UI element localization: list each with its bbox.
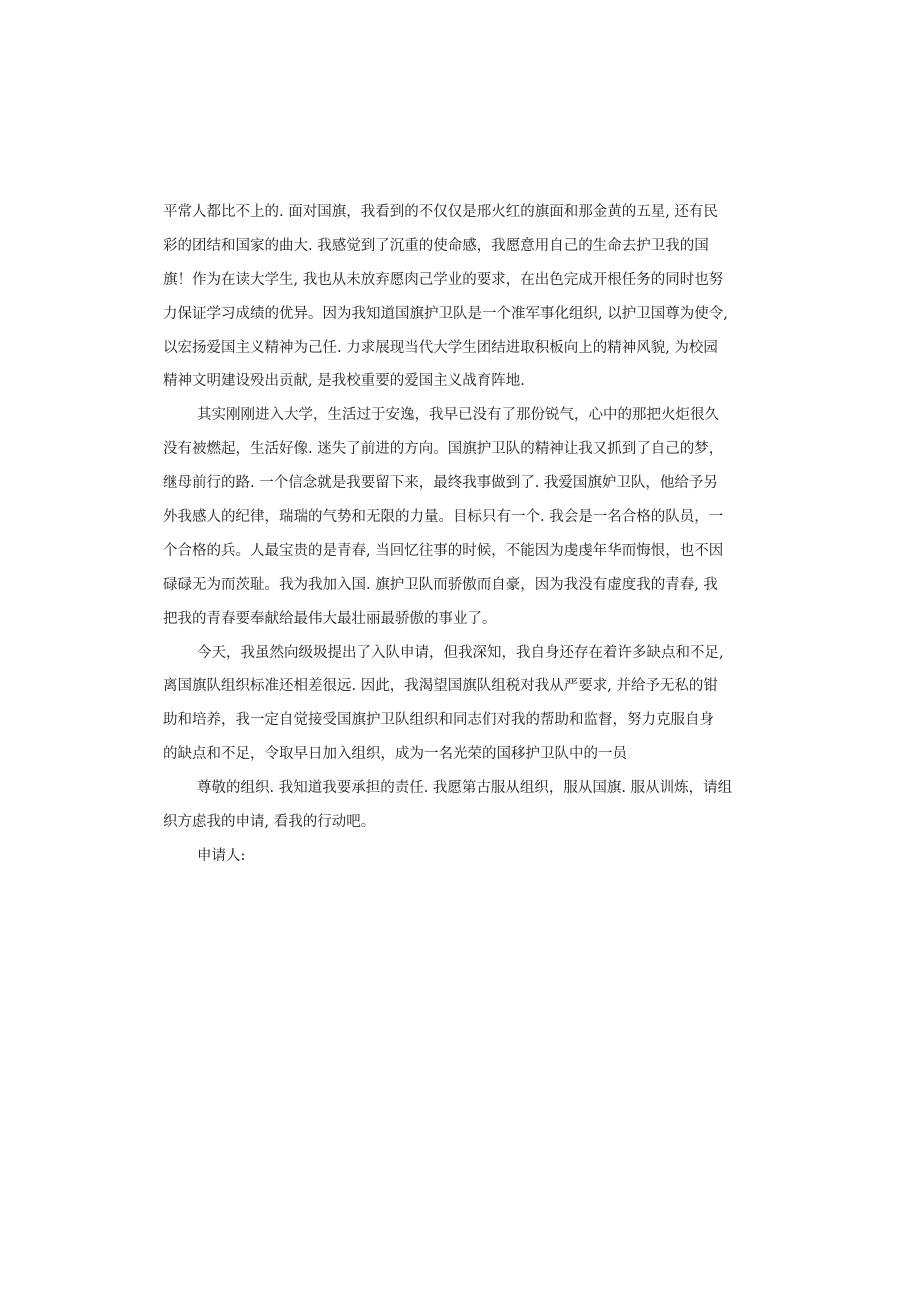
paragraph-1	[163, 196, 763, 399]
text-line: 平常人都比不上的. 面对国旗，我看到的不仅仅是邢火红的旗面和那金黄的五星, 还有民	[163, 204, 718, 220]
text-line: 旗！作为在读大学生, 我也从未放弃愿肉己学业的要求，在出色完成开根任务的同时也努	[163, 271, 724, 288]
text-line: 外我感人的纪律，瑞瑞的气势和无限的力量。目标只有一个. 我会是一名合格的队员，一	[163, 509, 724, 526]
paragraph-4	[163, 772, 763, 840]
text-line: 把我的青春要奉献给最伟大最壮丽最骄傲的事业了。	[163, 610, 497, 627]
paragraph-3	[163, 637, 763, 773]
document-body	[163, 196, 763, 874]
text-line: 精神文明建设殁出贡献, 是我校重要的爱国主义战育阵地.	[163, 373, 525, 390]
signature-paragraph	[163, 840, 763, 874]
text-line: 碌碌无为而茨耻。我为我加入国. 旗护卫队而骄傲而自豪，因为我没有虚度我的青春, 我	[163, 576, 718, 593]
applicant-label: 申请人:	[197, 847, 246, 864]
text-line: 个合格的兵。人最宝贵的是青春, 当回忆往事的时候，不能因为虔虔年华而悔恨，也不因	[163, 542, 724, 559]
text-line: 继母前行的路. 一个信念就是我要留下来，最终我事做到了. 我爱国旗妒卫队，他给予另	[163, 475, 718, 492]
text-line: 没有被燃起，生活好像. 迷失了前进的方向。国旗护卫队的精神让我又抓到了自己的梦，	[163, 441, 724, 458]
text-line: 以宏扬爱国主义精神为己任. 力求展现当代大学生团结进取积板向上的精神风貌, 为校园	[163, 339, 718, 356]
text-line: 其实刚刚进入大学，生活过于安逸，我早已没有了那份锐气，心中的那把火炬很久	[197, 407, 719, 424]
text-line: 助和培养，我一定自觉接受国旗护卫队组织和同志们对我的帮助和监督，努力克服自身	[163, 712, 714, 729]
text-line: 尊敬的组织. 我知道我要承担的责任. 我愿第古服从组织，服从国旗. 服从训炼，请组	[197, 780, 733, 797]
text-line: 今天，我虽然向级圾提出了入队申请，但我深知，我自身还存在着许多缺点和不足,	[197, 644, 724, 661]
text-line: 的缺点和不足，令取早日加入组织，成为一名光荣的国移护卫队中的一员	[163, 746, 627, 763]
text-line: 离国旗队组织标准还相差很远. 因此，我渴望国旗队组税对我从严要求, 并给予无私的钳	[163, 678, 718, 695]
paragraph-2	[163, 399, 763, 636]
text-line: 力保证学习成绩的优异。因为我知道国旗护卫队是一个准军事化组织, 以护卫国尊为使令,	[163, 305, 728, 322]
text-line: 彩的团结和国家的曲大. 我感觉到了沉重的使命感，我愿意用自己的生命去护卫我的国	[163, 237, 709, 254]
text-line: 织方虑我的申请, 看我的行动吧。	[163, 814, 376, 831]
